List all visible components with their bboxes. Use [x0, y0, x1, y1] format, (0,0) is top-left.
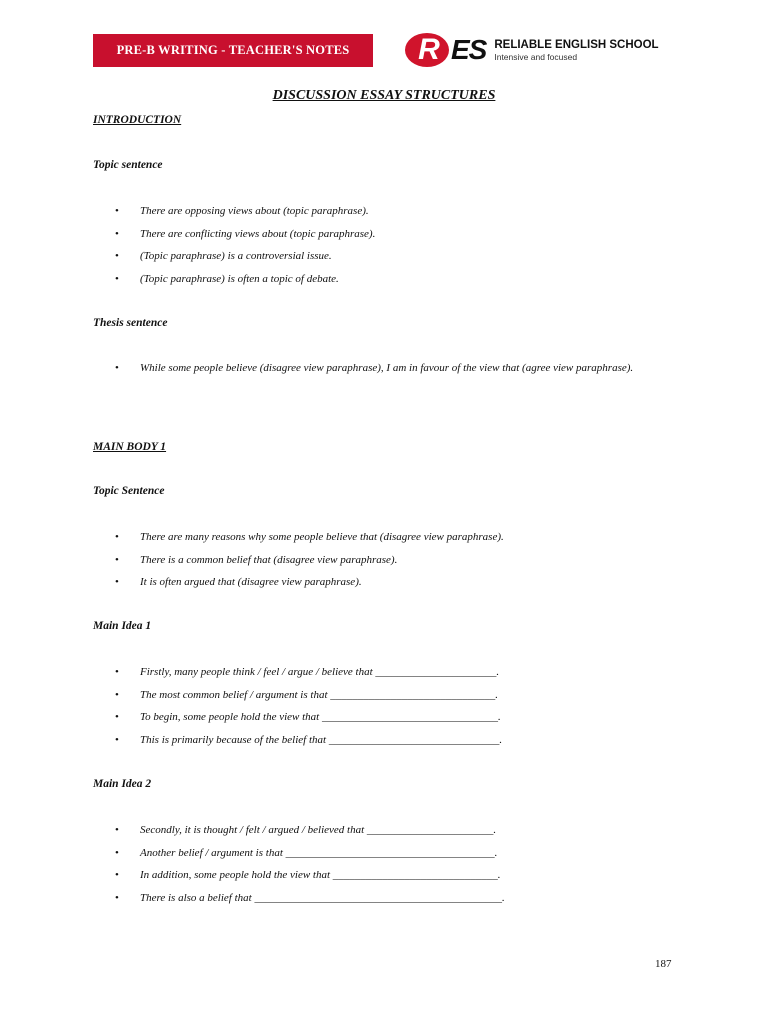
list-item: • There are many reasons why some people believe that (disagree view paraphrase). [93, 526, 693, 549]
list-item: • In addition, some people hold the view that ______________________________. [93, 864, 693, 887]
logo-r-letter: R [418, 33, 440, 66]
section-heading-main-body-1: MAIN BODY 1 [93, 441, 167, 453]
list-item: • There are conflicting views about (topic paraphrase). [93, 223, 693, 246]
list-item: • (Topic paraphrase) is a controversial issue. [93, 245, 693, 268]
list-item: • (Topic paraphrase) is often a topic of debate. [93, 268, 693, 291]
list-item: • Another belief / argument is that ______________________________________. [93, 842, 693, 865]
subheading-main-idea-1: Main Idea 1 [93, 620, 152, 632]
page-number: 187 [655, 958, 672, 970]
subheading-topic-sentence: Topic sentence [93, 159, 163, 171]
subheading-main-idea-2: Main Idea 2 [93, 778, 152, 790]
school-tagline: Intensive and focused [494, 51, 578, 62]
logo-r-emblem [405, 33, 449, 67]
list-item: • There is also a belief that _____________________________________________. [93, 887, 693, 910]
list-item: • This is primarily because of the belief that _______________________________. [93, 729, 693, 752]
header-band-text: PRE-B WRITING - TEACHER'S NOTES [116, 43, 350, 57]
page-title: DISCUSSION ESSAY STRUCTURES [272, 88, 496, 103]
main-idea-1-list [93, 661, 693, 751]
list-item: • There are opposing views about (topic paraphrase). [93, 200, 693, 223]
body1-topic-list [93, 526, 693, 594]
list-item: • Secondly, it is thought / felt / argued / believed that _______________________. [93, 819, 693, 842]
subheading-topic-sentence-body: Topic Sentence [93, 485, 165, 497]
header-band [93, 34, 373, 67]
intro-topic-list [93, 200, 693, 290]
subheading-thesis-sentence: Thesis sentence [93, 317, 168, 329]
logo-es-letters: ES [451, 34, 487, 65]
section-heading-introduction: INTRODUCTION [93, 114, 182, 126]
list-item: • Firstly, many people think / feel / argue / believe that ______________________. [93, 661, 693, 684]
intro-thesis-list [93, 357, 673, 380]
logo-text [494, 39, 658, 62]
list-item: • The most common belief / argument is that ______________________________. [93, 684, 693, 707]
list-item: • It is often argued that (disagree view paraphrase). [93, 571, 693, 594]
school-name: RELIABLE ENGLISH SCHOOL [494, 38, 659, 51]
school-logo [405, 30, 659, 70]
list-item: • There is a common belief that (disagree view paraphrase). [93, 549, 693, 572]
main-idea-2-list [93, 819, 693, 909]
list-item: • While some people believe (disagree view paraphrase), I am in favour of the view that (agree view paraphrase). [93, 357, 673, 380]
list-item: • To begin, some people hold the view that ________________________________. [93, 706, 693, 729]
